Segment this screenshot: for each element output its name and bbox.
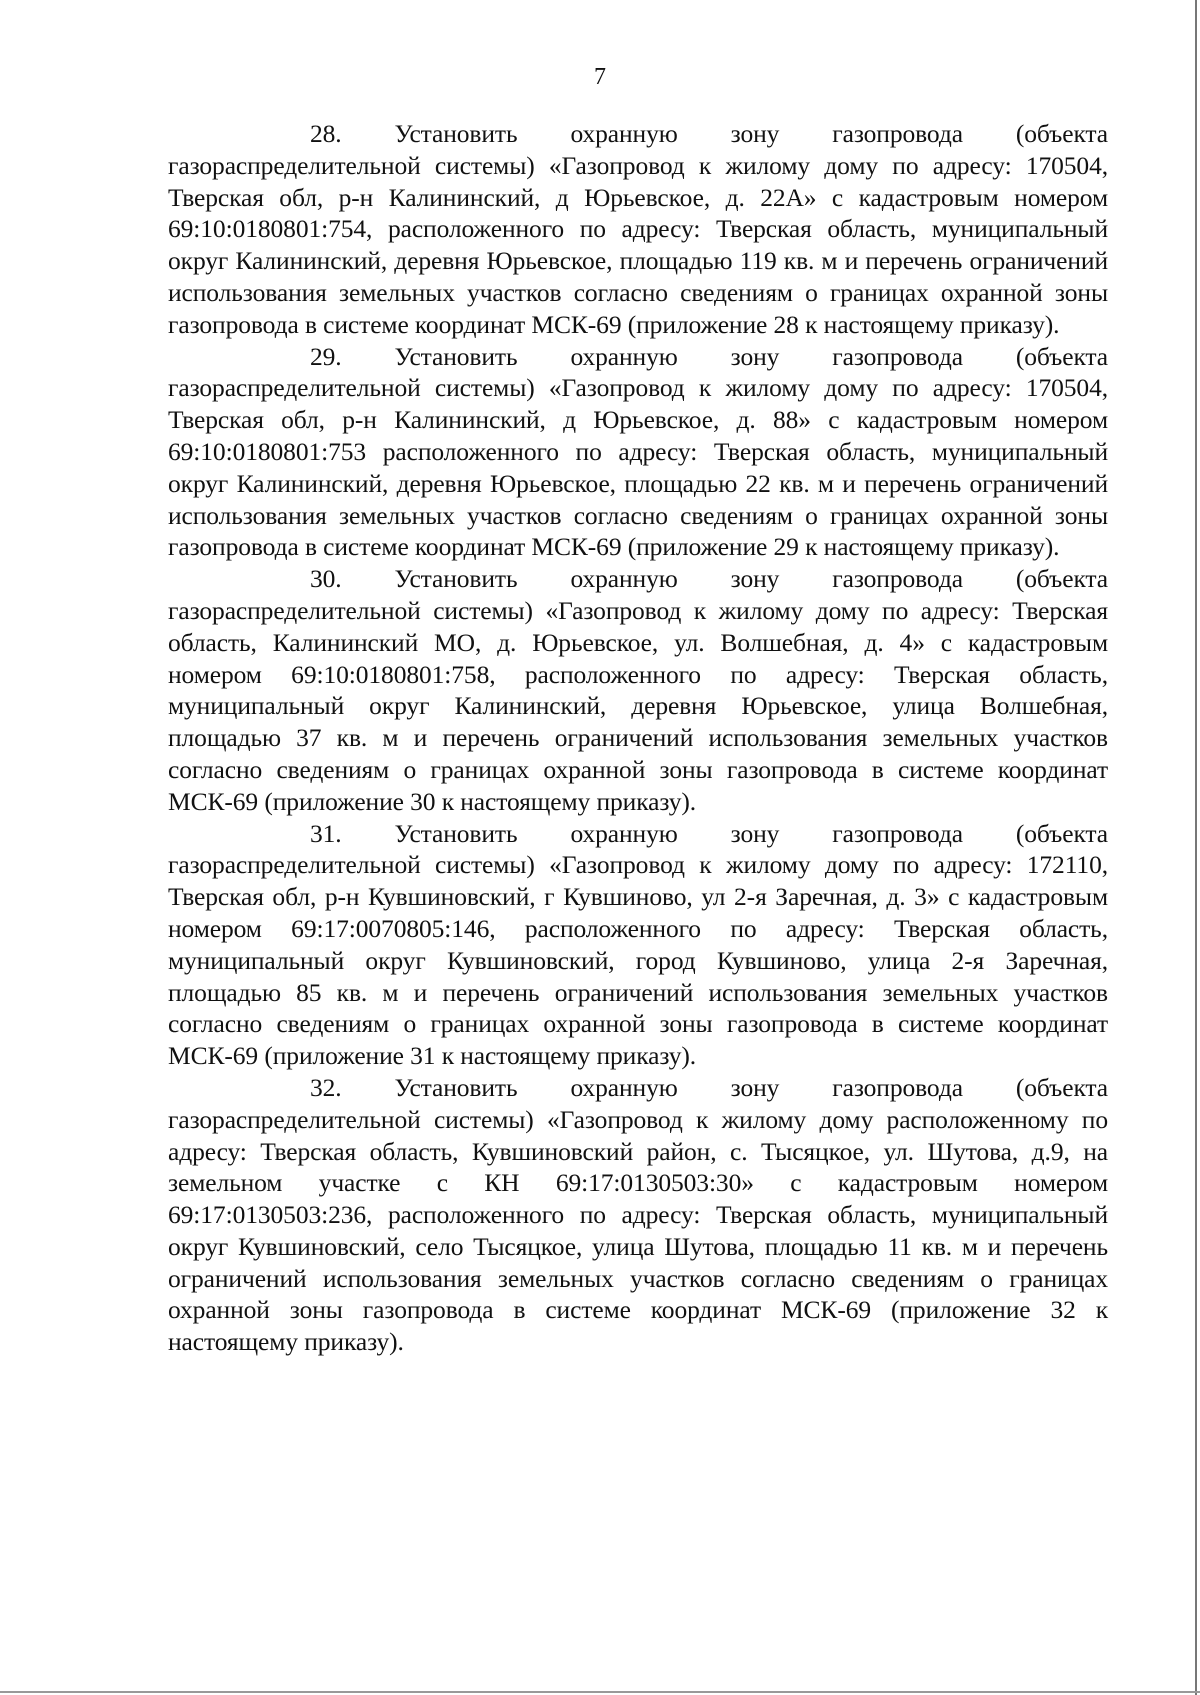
clause-31 xyxy=(168,818,1108,1072)
clause-28 xyxy=(168,118,1108,341)
clause-text: Установить охранную зону газопровода (объекта газораспределительной системы) «Газопровод к жилому дому расположенному по адресу: Тверская область, Кувшиновский район, с. Тысяцкое, ул. Шутова, д.9, на земельном участке с КН 69:17:0130503:30» с кадастровым номером 69:17:0130503:236, расположенного по адресу: Тверская область, муниципальный округ Кувшиновский, село Тысяцкое, улица Шутова, площадью 11 кв. м и перечень ограничений использования земельных участков согласно сведениям о границах охранной зоны газопровода в системе координат МСК-69 (приложение 32 к настоящему приказу). xyxy=(168,1072,1109,1357)
clause-text: Установить охранную зону газопровода (объекта газораспределительной системы) «Газопровод к жилому дому по адресу: 170504, Тверская обл, р-н Калининский, д Юрьевское, д. 22А» с кадастровым номером 69:10:0180801:754, расположенного по адресу: Тверская область, муниципальный округ Калининский, деревня Юрьевское, площадью 119 кв. м и перечень ограничений использования земельных участков согласно сведениям о границах охранной зоны газопровода в системе координат МСК-69 (приложение 28 к настоящему приказу). xyxy=(168,119,1109,339)
clause-32 xyxy=(168,1072,1108,1358)
clause-text: Установить охранную зону газопровода (объекта газораспределительной системы) «Газопровод к жилому дому по адресу: 170504, Тверская обл, р-н Калининский, д Юрьевское, д. 88» с кадастровым номером 69:10:0180801:753 расположенного по адресу: Тверская область, муниципальный округ Калининский, деревня Юрьевское, площадью 22 кв. м и перечень ограничений использования земельных участков согласно сведениям о границах охранной зоны газопровода в системе координат МСК-69 (приложение 29 к настоящему приказу). xyxy=(168,341,1109,562)
scan-edge-bottom xyxy=(0,1691,1200,1693)
document-body xyxy=(168,118,1108,1358)
clause-number: 30. xyxy=(310,564,342,594)
clause-text: Установить охранную зону газопровода (объекта газораспределительной системы) «Газопровод к жилому дому по адресу: 172110, Тверская обл, р-н Кувшиновский, г Кувшиново, ул 2-я Заречная, д. 3» с кадастровым номером 69:17:0070805:146, расположенного по адресу: Тверская область, муниципальный округ Кувшиновский, город Кувшиново, улица 2-я Заречная, площадью 85 кв. м и перечень ограничений использования земельных участков согласно сведениям о границах охранной зоны газопровода в системе координат МСК-69 (приложение 31 к настоящему приказу). xyxy=(168,818,1109,1071)
clause-text: Установить охранную зону газопровода (объекта газораспределительной системы) «Газопровод к жилому дому по адресу: Тверская область, Калининский МО, д. Юрьевское, ул. Волшебная, д. 4» с кадастровым номером 69:10:0180801:758, расположенного по адресу: Тверская область, муниципальный округ Калининский, деревня Юрьевское, улица Волшебная, площадью 37 кв. м и перечень ограничений использования земельных участков согласно сведениям о границах охранной зоны газопровода в системе координат МСК-69 (приложение 30 к настоящему приказу). xyxy=(168,564,1109,816)
clause-30 xyxy=(168,563,1108,817)
clause-number: 28. xyxy=(310,119,342,148)
clause-number: 31. xyxy=(310,818,342,848)
clause-29 xyxy=(168,341,1108,564)
page-number: 7 xyxy=(594,64,606,90)
clause-number: 29. xyxy=(310,341,342,371)
scan-edge-right xyxy=(1195,0,1197,1695)
clause-number: 32. xyxy=(310,1072,342,1102)
